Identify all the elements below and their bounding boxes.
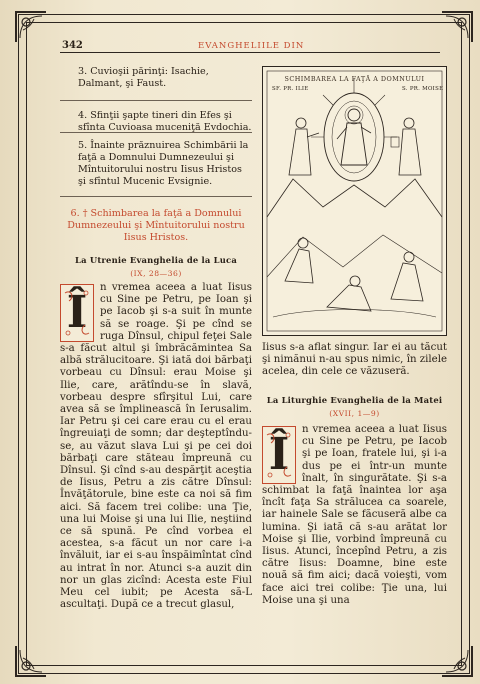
feast-title: 6. † Schimbarea la faţă a Domnului Dumnezeului şi Mîntuitorului nostru Iisus Hristos. [67,208,245,243]
icon-caption: SCHIMBAREA LA FAŢĂ A DOMNULUI [284,75,425,83]
running-head: EVANGHELIILE DIN [198,41,305,51]
icon-label-moses: S. PR. MOISE [402,86,444,92]
entry-divider [60,196,252,197]
header-rule [60,52,440,53]
commemoration-entry: 4. Sfinţii şapte tineri din Efes şi sfînta Cuvioasa muceniţă Evdochia. [78,110,252,133]
corner-ornament-icon [14,644,48,678]
matins-verse-reference: (IX, 28—36) [130,269,182,278]
liturgy-text: n vremea aceea a luat Iisus cu Sine pe Petru, pe Iacob şi pe Ioan, fratele lui, şi i-a dus pe ei într-un munte înalt, în singurătate. Şi s-a schimbat la faţă înaintea lor aşa încît faţa Sa strălucea ca soarele, iar hainele Sale se făcuseră albe ca lumina. Şi iată că s-au arătat lor Moise şi Ilie, vorbind împreună cu Iisus. Atunci, începînd Petru, a zis către Iisus: Doamne, bine este nouă să fim aici; dacă voieşti, vom face aici trei colibe: Ţie una, lui Moise una şi una [262,424,447,606]
entry-divider [60,132,252,133]
entry-divider [60,100,252,101]
corner-ornament-icon [440,644,474,678]
matins-gospel-heading: La Utrenie Evanghelia de la Luca [75,255,237,265]
transfiguration-icon-illustration [262,66,447,336]
corner-ornament-icon [440,10,474,44]
drop-initial [60,284,94,342]
transfiguration-icon [263,67,446,335]
matins-gospel-text [60,282,252,611]
initial-letter: Î [66,287,88,338]
page-number: 342 [62,40,83,51]
corner-ornament-icon [14,10,48,44]
commemoration-entry: 5. Înainte prăznuirea Schimbării la faţă a Domnului Dumnezeului şi Mîntuitorului nostru Iisus Hristos şi sfîntul Mucenic Evsignie. [78,140,249,187]
matins-gospel-continuation: Iisus s-a aflat singur. Iar ei au tăcut şi nimănui n-au spus nimic, în zilele acelea, din cele ce văzuseră. [262,342,447,378]
liturgy-verse-reference: (XVII, 1—9) [329,409,380,418]
initial-letter: Î [268,429,290,480]
commemoration-entry: 3. Cuvioşii părinţi: Isachie, Dalmant, şi Faust. [78,66,209,89]
liturgy-gospel-text [262,424,447,607]
drop-initial [262,426,296,484]
initial-ornament-icon [265,429,293,481]
icon-label-elijah: SF. PR. ILIE [272,86,309,92]
matins-text: n vremea aceea a luat Iisus cu Sine pe Petru, pe Ioan şi pe Iacob şi s-a suit în munte să se roage. Şi pe cînd se ruga Dînsul, chipul feţei Sale s-a făcut altul şi îmbrăcămintea Sa albă strălucitoare. Şi iată doi bărbaţi vorbeau cu Dînsul: erau Moise şi Ilie, care, arătîndu-se în slavă, vorbeau despre sfîrşitul Lui, care avea să se împlinească în Ierusalim. Iar Petru şi cei care erau cu el erau îngreuiaţi de somn; dar deşteptîndu-se, au văzut slava Lui şi pe cei doi bărbaţi care stăteau împreună cu Dînsul. Şi cînd s-au despărţit aceştia de Iisus, Petru a zis către Dînsul: Învăţătorule, bine este ca noi să fim aici. Să facem trei colibe: una Ţie, una lui Moise şi una lui Ilie, neştiind ce să spună. Pe cînd vorbea el acestea, s-a făcut un nor care i-a învăluit, iar ei s-au înspăimîntat cînd au intrat în nor. Atunci s-a auzit din nor un glas zicînd: Acesta este Fiul Meu cel iubit; pe Acesta să-L ascultaţi. După ce a trecut glasul, [60,282,252,611]
initial-ornament-icon [63,287,91,339]
liturgy-gospel-heading: La Liturghie Evanghelia de la Matei [266,395,443,405]
